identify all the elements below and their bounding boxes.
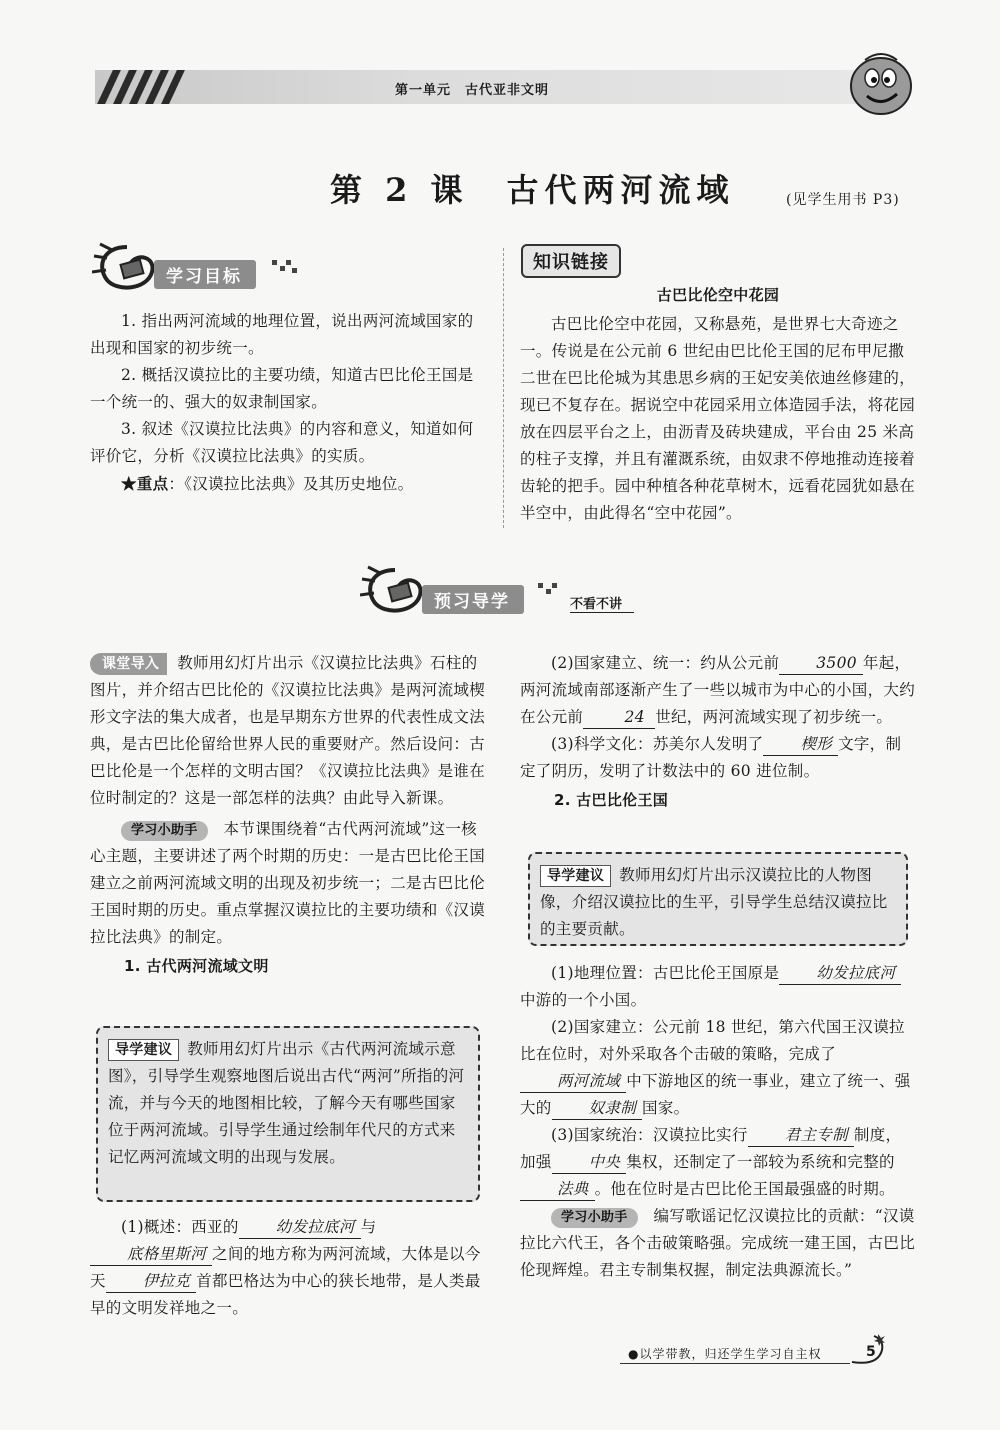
answer-blank: 伊拉克 [106, 1270, 196, 1293]
preview-label: 预习导学 [422, 585, 524, 614]
answer-blank: 中央 [552, 1151, 627, 1174]
key-point [90, 470, 486, 498]
helper-text: 编写歌谣记忆汉谟拉比的贡献：“汉谟拉比六代王，各个击破策略强。完成统一建王国，古巴比伦现辉煌。君主专制集权握，制定法典源流长。” [520, 1207, 916, 1279]
text-span: 制度，加强 [520, 1126, 902, 1171]
objective-item: 1. 指出两河流域的地理位置，说出两河流域国家的出现和国家的初步统一。 [90, 312, 474, 357]
swirl-icon [92, 242, 162, 292]
question-1-text [90, 1214, 486, 1322]
footer-line [620, 1363, 850, 1364]
knowledge-link-section [520, 282, 916, 527]
text-span: (2)国家建立、统一：约从公元前 [551, 654, 780, 672]
answer-blank: 奴隶制 [552, 1097, 642, 1120]
class-intro-tag: 课堂导入 [90, 653, 167, 675]
lesson-title: 第 2 课 古代两河流域 [330, 171, 735, 209]
class-intro-text: 教师用幻灯片出示《汉谟拉比法典》石柱的图片，并介绍古巴比伦的《汉谟拉比法典》是两河流域楔形文字法的集大成者，也是早期东方世界的代表性成文法典，是古巴比伦留给世界人民的重要财产。然后设问：古巴比伦是一个怎样的文明古国？《汉谟拉比法典》是谁在位时制定的？这是一部怎样的法典？由此导入新课。 [90, 654, 486, 807]
answer-blank: 幼发拉底河 [779, 962, 901, 985]
text-span: 文字，制定了阴历，发明了计数法中的 60 进位制。 [520, 735, 902, 780]
swirl-icon [360, 565, 430, 617]
objective-item: 3. 叙述《汉谟拉比法典》的内容和意义，知道如何评价它，分析《汉谟拉比法典》的实质。 [90, 420, 474, 465]
preview-banner [360, 565, 650, 617]
objectives-label: 学习目标 [154, 260, 256, 289]
key-label: ★重点 [121, 474, 169, 493]
preview-sub: 不看不讲 [570, 593, 634, 613]
helper-note [520, 1203, 916, 1284]
helper-text: 本节课围绕着“古代两河流域”这一核心主题，主要讲述了两个时期的历史：一是古巴比伦王国建立之前两河流域文明的出现及初步统一；二是古巴比伦王国时期的历史。重点掌握汉谟拉比的主要功绩和《汉谟拉比法典》的制定。 [90, 820, 486, 946]
text-span: 国家。 [642, 1099, 690, 1117]
text-span: (2)国家建立：公元前 18 世纪，第六代国王汉谟拉比在位时，对外采取各个击破的策略，完成了 [520, 1018, 905, 1063]
text-span: (1)概述：西亚的 [121, 1218, 239, 1236]
answer-blank: 幼发拉底河 [239, 1216, 361, 1239]
text-span: 中下游地区的统一事业，建立了统一、强大的 [520, 1072, 911, 1117]
section-heading: 2. 古巴比伦王国 [554, 791, 669, 809]
unit-title: 第一单元 古代亚非文明 [395, 83, 550, 98]
text-span: 首都巴格达为中心的狭长地带，是人类最早的文明发祥地之一。 [90, 1272, 481, 1317]
left-column [90, 650, 486, 980]
answer-blank: 君主专制 [748, 1124, 854, 1147]
text-span: 中游的一个小国。 [520, 991, 647, 1009]
helper-tag: 学习小助手 [551, 1208, 638, 1228]
answer-blank: 3500 [779, 652, 863, 675]
objectives-banner [92, 242, 312, 292]
guide-tag: 导学建议 [108, 1039, 179, 1061]
answer-blank: 两河流域 [520, 1070, 626, 1093]
guide-text: 教师用幻灯片出示汉谟拉比的人物图像，介绍汉谟拉比的生平，引导学生总结汉谟拉比的主要贡献。 [540, 866, 888, 938]
guide-box-left [96, 1026, 480, 1202]
mascot-icon [845, 48, 917, 120]
text-span: 。他在位时是古巴比伦王国最强盛的时期。 [594, 1180, 895, 1198]
key-text: ：《汉谟拉比法典》及其历史地位。 [168, 475, 414, 493]
guide-text: 教师用幻灯片出示《古代两河流域示意图》，引导学生观察地图后说出古代“两河”所指的河流，并与今天的地图相比较，了解今天有哪些国家位于两河流域。引导学生通过绘制年代尺的方式来记忆两河流域文明的出现与发展。 [108, 1040, 465, 1166]
knowledge-body: 古巴比伦空中花园，又称悬苑，是世界七大奇迹之一。传说是在公元前 6 世纪由巴比伦王国的尼布甲尼撒二世在巴比伦城为其患思乡病的王妃安美依迪丝修建的，现已不复存在。据说空中花园采用立体造园手法，将花园放在四层平台之上，由沥青及砖块建成，平台由 25 米高的柱子支撑，并且有灌溉系统，由奴隶不停地推动连接着齿轮的把手。园中种植各种花草树木，远看花园犹如悬在半空中，由此得名“空中花园”。 [520, 315, 916, 522]
question-1 [90, 1214, 486, 1322]
kingdom-location [520, 960, 916, 1014]
question-3 [520, 731, 916, 785]
text-span: (1)地理位置：古巴比伦王国原是 [551, 964, 780, 982]
text-span: (3)国家统治：汉谟拉比实行 [551, 1126, 748, 1144]
guide-tag: 导学建议 [540, 865, 611, 887]
answer-blank: 24 [583, 706, 655, 729]
helper-note [90, 816, 486, 951]
text-span: 世纪，两河流域实现了初步统一。 [655, 708, 893, 726]
helper-tag: 学习小助手 [121, 821, 208, 841]
column-divider [503, 248, 505, 528]
answer-blank: 法典 [520, 1178, 595, 1201]
kingdom-section [520, 960, 916, 1284]
reference-note: (见学生用书 P3) [786, 192, 900, 208]
objective-item: 2. 概括汉谟拉比的主要功绩，知道古巴比伦王国是一个统一的、强大的奴隶制国家。 [90, 366, 474, 411]
class-intro [90, 650, 486, 812]
answer-blank: 底格里斯河 [90, 1243, 212, 1266]
kingdom-founding [520, 1014, 916, 1122]
knowledge-heading: 古巴比伦空中花园 [656, 286, 780, 304]
right-column [520, 650, 916, 814]
objectives-list [90, 308, 486, 498]
section-heading: 1. 古代两河流域文明 [124, 957, 269, 975]
kingdom-rule [520, 1122, 916, 1203]
text-span: 之间的地方称为两河流域，大体是以今天 [90, 1245, 481, 1290]
text-span: 年起，两河流域南部逐渐产生了一些以城市为中心的小国，大约在公元前 [520, 654, 916, 726]
question-2 [520, 650, 916, 731]
knowledge-link-label: 知识链接 [521, 244, 621, 278]
text-span: 集权，还制定了一部较为系统和完整的 [626, 1153, 895, 1171]
text-span: 与 [360, 1218, 377, 1236]
header-stripes [95, 70, 185, 104]
text-span: (3)科学文化：苏美尔人发明了 [551, 735, 764, 753]
answer-blank: 楔形 [763, 733, 838, 756]
page-number: 5 [866, 1344, 876, 1360]
footer-slogan: ●以学带教，归还学生学习自主权 [628, 1347, 822, 1361]
guide-box-right [528, 852, 908, 946]
